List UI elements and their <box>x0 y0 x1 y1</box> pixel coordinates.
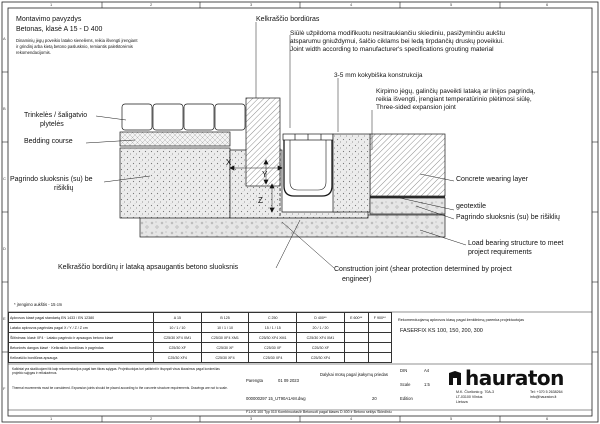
table-row-label: Kelkraščio bordiūras apsauga <box>9 353 154 363</box>
label-paver-2: plytelės <box>40 121 64 128</box>
table-row <box>9 333 392 343</box>
table-row <box>9 323 392 333</box>
table-row-group: Betoninės dangos klasė <box>10 345 49 350</box>
frame-col-2-bottom: 2 <box>150 416 153 421</box>
frame-col-4: 4 <box>350 2 353 7</box>
label-expansion-1: Kirpimo jėgų, galinčių paveikti lataką ar linijos pagrindą, <box>376 88 536 95</box>
frame-col-1-bottom: 1 <box>50 416 53 421</box>
table-class: A 15 <box>154 313 202 323</box>
table-cell <box>344 323 368 333</box>
table-cell: C25/30 XF <box>154 343 202 353</box>
dim-x: X <box>226 158 232 167</box>
table-class: F 900** <box>368 313 391 323</box>
frame-row-a: A <box>3 36 6 41</box>
table-row-label: Betoninės dangos klasė · Kelkraščio bordiūras ir pagrindas <box>9 343 154 353</box>
table-cell: C25/30 XF4 <box>297 353 345 363</box>
table-cell: C25/30 XF4 XM1 <box>154 333 202 343</box>
label-bedding: Bedding course <box>24 138 73 145</box>
label-wearing: Concrete wearing layer <box>456 176 528 183</box>
table-row <box>9 343 392 353</box>
logo-mark-icon <box>448 370 462 386</box>
table-cell <box>344 343 368 353</box>
label-base-left-2: rišiklių <box>54 185 74 192</box>
label-expansion-3: Three-sided expansion joint <box>376 104 456 111</box>
frame-row-e: E <box>3 316 6 321</box>
table-cell: C25/30 XF <box>297 343 345 353</box>
load-class-table <box>8 312 392 363</box>
footnote: * įrengimo aukštis - 15 cm <box>14 302 63 307</box>
table-class: C 250 <box>249 313 297 323</box>
title-desc-3: rekomendacijomis. <box>16 50 51 55</box>
table-cell: 10 / 1 / 10 <box>154 323 202 333</box>
note-en: Thermal movements must be considered. Expansion joints should be placed according to the concrete structure requirements. Drawings are not to scale. <box>12 386 228 390</box>
cross-section <box>86 22 466 268</box>
table-row-sublabel: Latako pagrindo ir apsaugos betono klasė <box>46 335 114 340</box>
frame-row-b: B <box>3 106 6 111</box>
address-3: Lietuva <box>456 400 468 404</box>
table-row-group: Šiltinimas: klasė XF4 <box>10 335 44 340</box>
name-label: Dalykai mūsų pagal įsakymų priedas <box>320 372 388 377</box>
date-value: 01 09 2023 <box>278 378 299 383</box>
frame-row-d: D <box>3 246 6 251</box>
table-cell: C25/30 XF4 <box>201 353 249 363</box>
table-cell <box>344 353 368 363</box>
address-1: M.K. Čiurlionio g. 70A-3 <box>456 390 494 394</box>
label-expansion-2: reikia išvengti, įrengiant temperatūrinio plėtimosi siūlę, <box>376 96 532 103</box>
label-geotextile: geotextile <box>456 203 486 210</box>
date-label: Parengta <box>246 378 263 383</box>
label-construction-joint-2: engineer) <box>342 276 372 283</box>
frame-col-2: 2 <box>150 2 153 7</box>
label-paver-1: Trinkelės / šaligatvio <box>24 112 88 119</box>
frame-row-f: F <box>3 386 6 391</box>
logo-text: hauraton <box>465 366 564 390</box>
frame-col-3-bottom: 3 <box>250 416 253 421</box>
dim-y: Y <box>262 170 268 179</box>
table-class: E 600** <box>344 313 368 323</box>
table-cell <box>368 353 391 363</box>
table-cell: C25/30 XF <box>201 343 249 353</box>
title-desc-1: Dinaminių jėgų poveikio latako sienelėms, reikia išvengti įrengiant <box>16 38 138 43</box>
table-cell: C25/30 XF4 XM1 <box>249 333 297 343</box>
note-lt: Kalkiniai yra skaičiuojami tik kaip rekomendacijos pagal tam tikras sąlygas. Projektuotojas turi patikrinti ir išspręsti visus klausimus pagal konkrečias projekto sąlygas ir reikalavimus. <box>12 367 220 375</box>
label-kerb-support: Kelkraščio bordiūrų ir lataką apsaugantis betono sluoksnis <box>58 264 239 271</box>
table-cell: 10 / 1 / 10 <box>201 323 249 333</box>
label-joint-en: Joint width according to manufacturer's specifications grouting material <box>290 46 494 53</box>
frame-col-1: 1 <box>50 2 53 7</box>
table-class: D 400** <box>297 313 345 323</box>
title-line-1: Montavimo pavyzdys <box>16 16 82 23</box>
table-cell: 15 / 1 / 15 <box>249 323 297 333</box>
table-cell: C25/30 XF4 <box>154 353 202 363</box>
dim-z: Z <box>258 196 263 205</box>
title-desc-2: ir grindinį arba kietą betono paslusknio, remiantis paletktorėmis <box>16 44 133 49</box>
label-joint-lt-2: atsparumu gniuždymui, šalčio ciklams bei ledą tirpdančių druskų poveikiui. <box>290 38 504 45</box>
frame-col-5: 5 <box>450 2 453 7</box>
table-cell: 20 / 1 / 20 <box>297 323 345 333</box>
drawing-caption: F1-KS 100 Typ 010 Kombinuotas/ir Betonuoti pagal klases D 400 ir Betono seklys Skiediniu <box>246 410 392 414</box>
label-load-1: Load bearing structure to meet <box>468 240 564 247</box>
table-row-label: Šiltinimas: klasė XF4 · Latako pagrindo ir apsaugos betono klasė <box>9 333 154 343</box>
table-cell <box>368 323 391 333</box>
email: info@hauraton.lt <box>530 395 557 399</box>
label-construction: 3-5 mm kokybiška konstrukcija <box>334 72 423 79</box>
label-base-left-1: Pagrindo sluoksnis (su) be <box>10 176 93 183</box>
label-joint-lt-1: Siūlė užpildoma modifikuotu nesitraukiančiu skiediniu, pasižyminčiu aukštu <box>290 30 505 37</box>
product-note: Rekomenduojamą apkrovos klasę pagal ženklinimą parenka projektuotojas <box>398 318 525 322</box>
frame-col-3: 3 <box>250 2 253 7</box>
table-cell: C25/30 XF4 XM1 <box>201 333 249 343</box>
frame-col-4-bottom: 4 <box>350 416 353 421</box>
size-label: DIN <box>400 368 408 373</box>
scale-label: Scale <box>400 382 411 387</box>
table-row-label: Latako apkrovos pagrindas pagal X / Y / Z / Z cm <box>9 323 154 333</box>
frame-col-6: 6 <box>546 2 549 7</box>
address-2: LT-03100 Vilnius <box>456 395 483 399</box>
table-header-row <box>9 313 392 323</box>
table-header-label: Apkrovos klasė pagal standartą EN 1433 / EN 12380 <box>9 313 154 323</box>
hauraton-logo <box>448 366 564 390</box>
label-construction-joint-1: Construction joint (shear protection determined by project <box>334 266 512 273</box>
doc-number: 000000297 15_UT90A1AM.dwg <box>246 396 306 401</box>
table-cell: C25/30 XF4 XM1 <box>297 333 345 343</box>
table-cell <box>368 343 391 353</box>
label-base-right: Pagrindo sluoksnis (su) be rišiklių <box>456 214 560 221</box>
table-row <box>9 353 392 363</box>
table-row-sublabel: Kelkraščio bordiūras ir pagrindas <box>51 345 104 350</box>
scale-value: 1:5 <box>424 382 430 387</box>
table-class: B 125 <box>201 313 249 323</box>
label-load-2: project requirements <box>468 249 532 256</box>
table-cell <box>344 333 368 343</box>
table-cell: C25/30 XF4 <box>249 353 297 363</box>
label-kerb: Kelkraščio bordiūras <box>256 16 320 23</box>
frame-col-5-bottom: 5 <box>450 416 453 421</box>
sheet-number: 20 <box>372 396 377 401</box>
phone: Tel: +370 5 2638264 <box>530 390 563 394</box>
title-line-2: Betonas, klasė A 15 - D 400 <box>16 26 103 33</box>
frame-row-c: C <box>3 176 6 181</box>
table-cell <box>368 333 391 343</box>
size-value: A4 <box>424 368 430 373</box>
table-cell: C25/30 XF <box>249 343 297 353</box>
edition-label: Edition <box>400 396 413 401</box>
product-name: FASERFIX KS 100, 150, 200, 300 <box>400 328 483 334</box>
frame-col-6-bottom: 6 <box>546 416 549 421</box>
